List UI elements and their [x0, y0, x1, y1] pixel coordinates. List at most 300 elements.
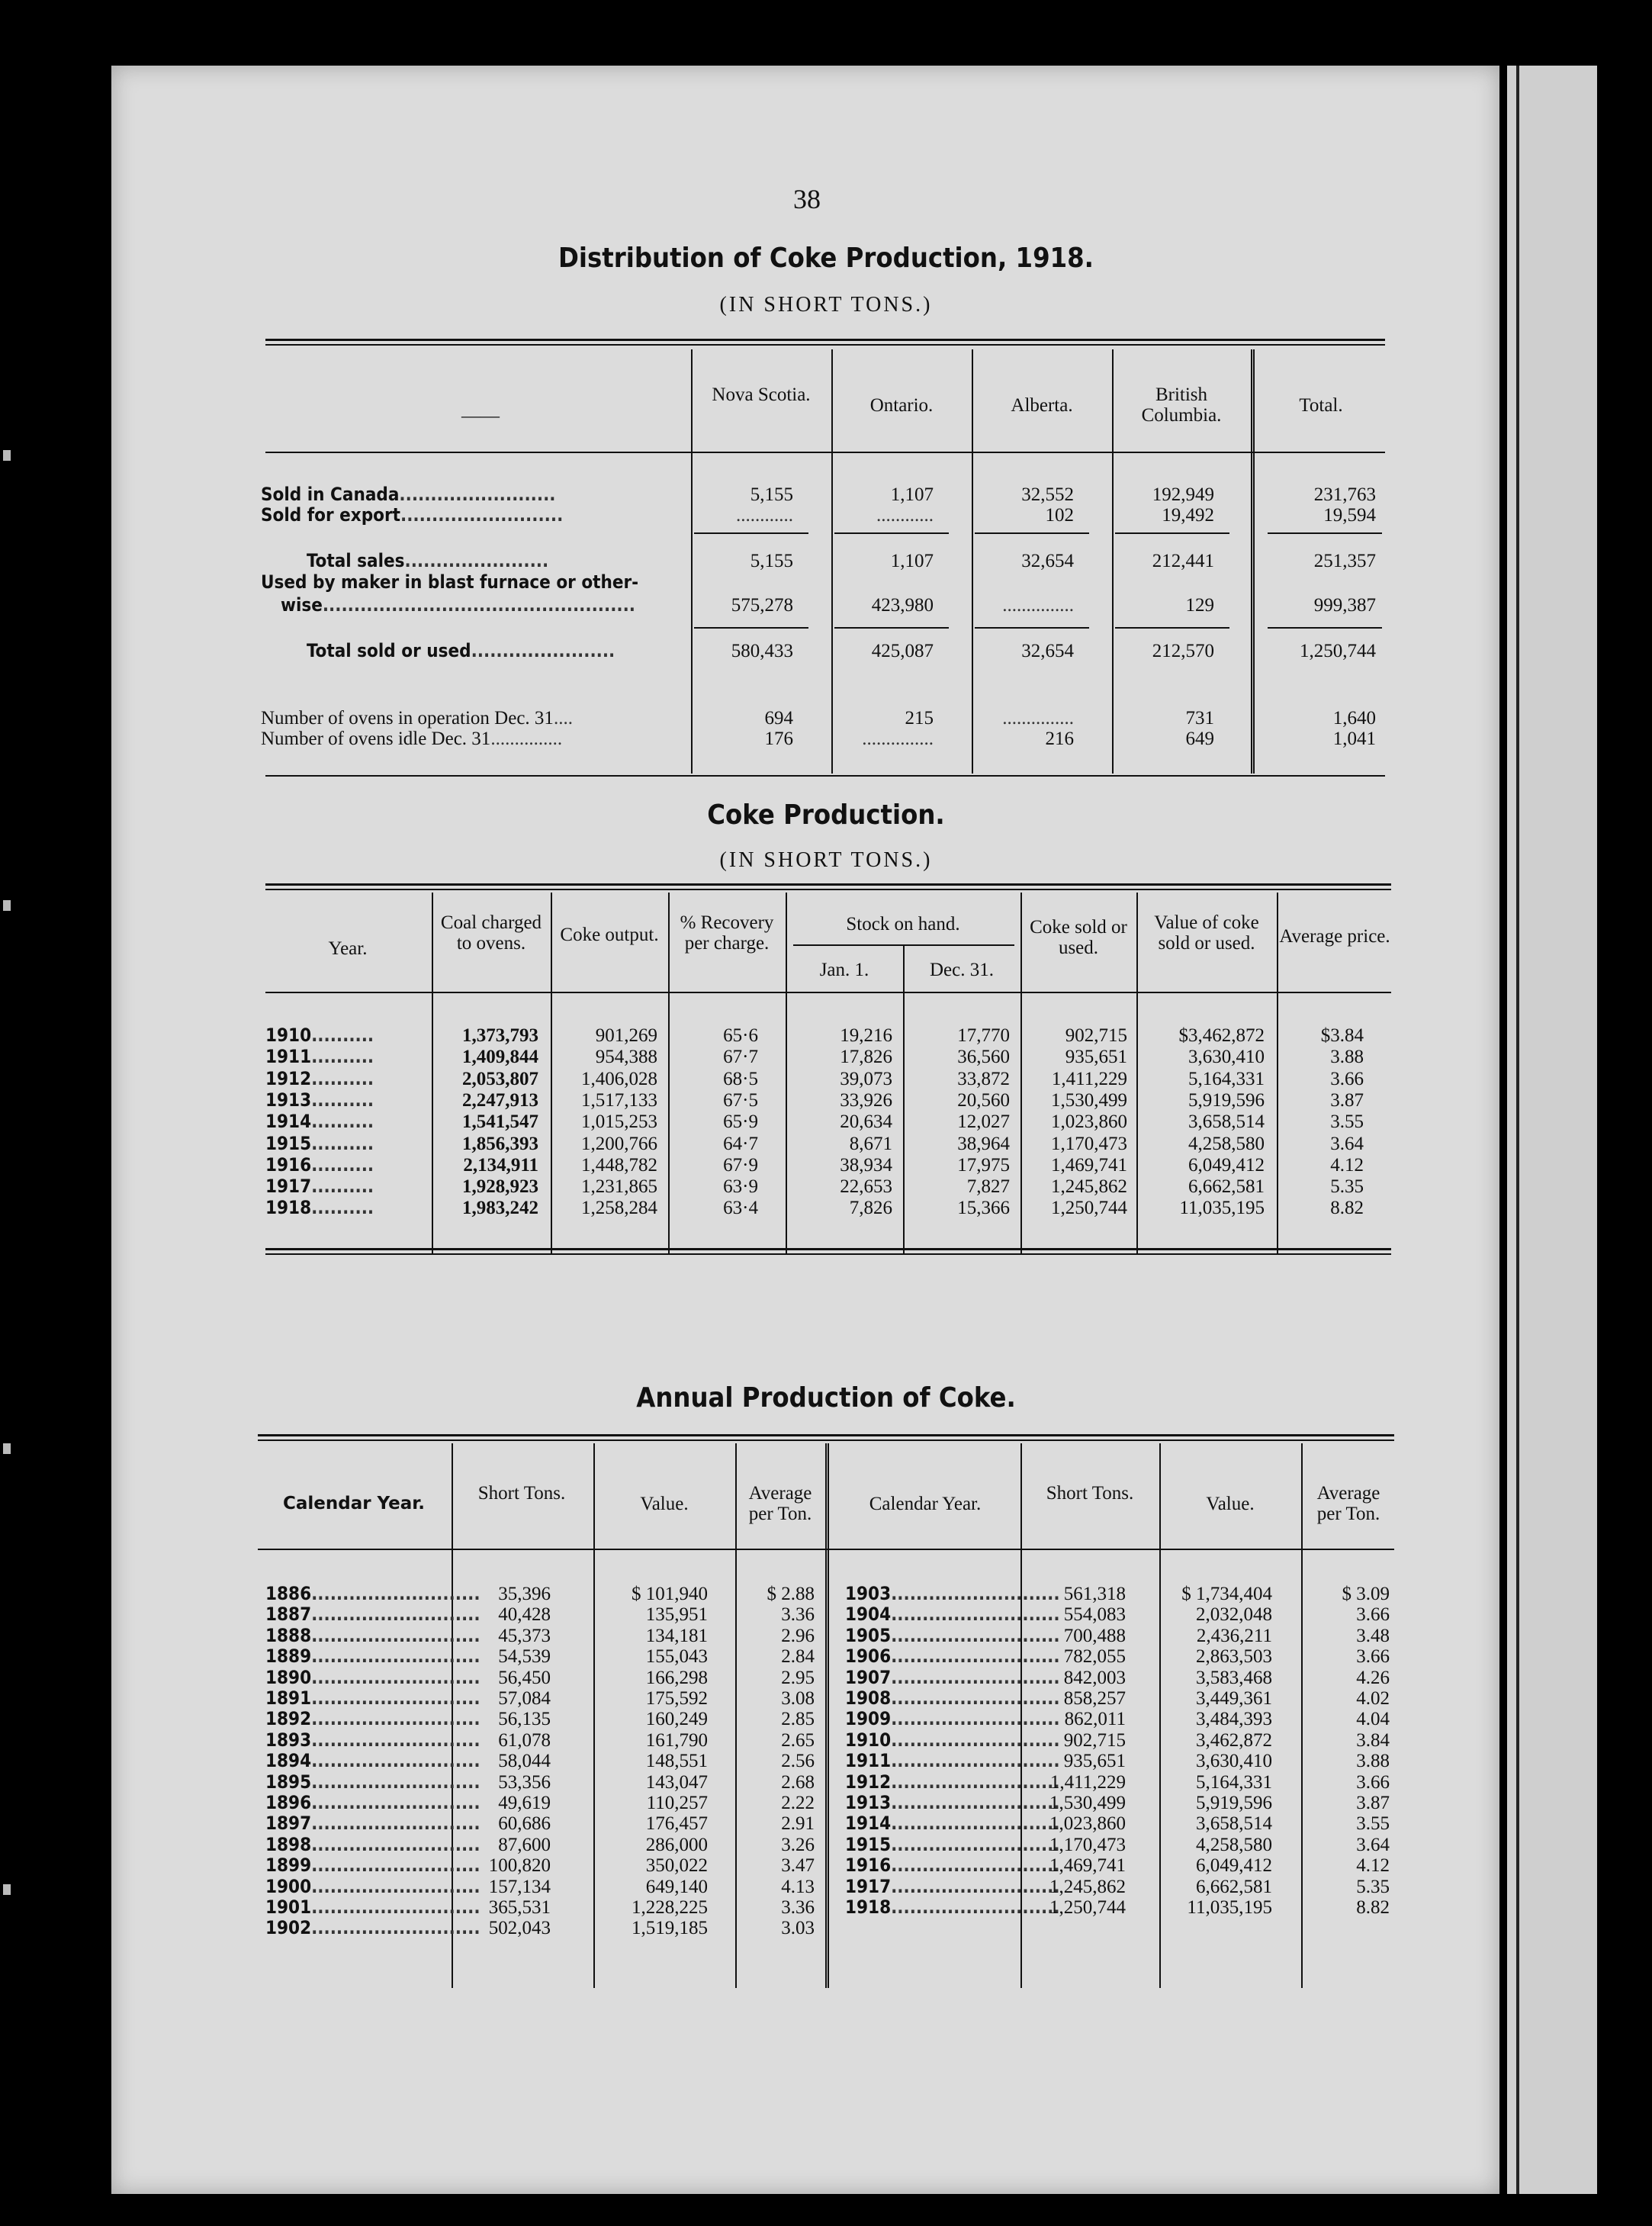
- cell: 1,250,744: [1300, 641, 1376, 661]
- table-row: 1912........................... 1,411,229 5,164,331 3.66: [845, 1771, 1390, 1793]
- cell: 5,155: [750, 551, 793, 571]
- row-year: 1897: [265, 1813, 312, 1835]
- cell: 192,949: [1152, 484, 1214, 505]
- cell-value: 3,449,361: [1196, 1688, 1272, 1709]
- cell-tons: 60,686: [498, 1813, 551, 1835]
- cell-coke: 1,015,253: [581, 1111, 657, 1133]
- table-row: 1910.......... 1,373,793 901,269 65·6 19,216 17,770 902,715 $3,462,872 $3.84: [265, 1025, 1364, 1046]
- cell-jan: 7,826: [849, 1198, 892, 1219]
- cell-avg: 3.36: [781, 1604, 815, 1626]
- table-row: 1899........................... 100,820 350,022 3.47: [265, 1854, 815, 1877]
- cell-avg: $ 2.88: [767, 1584, 815, 1604]
- cell: 32,552: [1021, 484, 1074, 505]
- cell-avg: 3.66: [1356, 1604, 1390, 1626]
- cell-value: 4,258,580: [1188, 1133, 1265, 1154]
- cell-avg: 3.08: [781, 1688, 815, 1709]
- cell-avg: 3.47: [781, 1855, 815, 1877]
- table-row: 1911........................... 935,651 3,630,410 3.88: [845, 1750, 1390, 1772]
- cell-value: $ 1,734,404: [1181, 1584, 1272, 1604]
- cell-dec: 38,964: [957, 1133, 1010, 1154]
- cell-value: 135,951: [645, 1604, 708, 1626]
- table-row: 1917........................... 1,245,862 6,662,581 5.35: [845, 1875, 1390, 1897]
- table-row: 1893........................... 61,078 161,790 2.65: [265, 1729, 815, 1751]
- row-year: 1900: [265, 1875, 312, 1897]
- cell-coke: 1,231,865: [581, 1176, 657, 1198]
- cell-recovery: 65·6: [723, 1025, 758, 1046]
- row-year: 1907: [845, 1666, 892, 1688]
- table-row: Number of ovens in operation Dec. 31.... 694 215 ............... 731 1,640: [261, 708, 1376, 729]
- header-average-left: Average per Ton.: [748, 1483, 812, 1524]
- row-year: 1892: [265, 1708, 312, 1730]
- header-coke-output: Coke output.: [560, 925, 659, 945]
- cell-value: 4,258,580: [1196, 1834, 1272, 1855]
- row-label: wise: [281, 594, 323, 616]
- cell-sold: 935,651: [1065, 1047, 1127, 1068]
- table-row: 1914.......... 1,541,547 1,015,253 65·9 20,634 12,027 1,023,860 3,658,514 3.55: [265, 1111, 1364, 1133]
- cell-avg: 4.04: [1356, 1709, 1390, 1730]
- annual-title: Annual Production of Coke.: [636, 1382, 1016, 1414]
- table-row: 1908........................... 858,257 3,449,361 4.02: [845, 1687, 1390, 1709]
- table-row: 1888........................... 45,373 134,181 2.96: [265, 1624, 815, 1646]
- cell-tons: 1,469,741: [1049, 1855, 1126, 1877]
- row-year: 1889: [265, 1645, 312, 1668]
- header-recovery: % Recovery per charge.: [680, 912, 774, 954]
- row-year: 1886: [265, 1583, 312, 1604]
- header-coke-sold: Coke sold or used.: [1030, 917, 1127, 958]
- row-year: 1913: [265, 1089, 312, 1111]
- cell-avg: 4.12: [1356, 1855, 1390, 1877]
- header-short-tons-left: Short Tons.: [477, 1483, 566, 1504]
- cell-value: 3,630,410: [1196, 1751, 1272, 1772]
- row-year: 1917: [265, 1176, 312, 1198]
- table-row: 1918.......... 1,983,242 1,258,284 63·4 7,826 15,366 1,250,744 11,035,195 8.82: [265, 1197, 1364, 1219]
- cell-value: 3,658,514: [1196, 1813, 1272, 1835]
- cell-tons: 935,651: [1063, 1751, 1126, 1772]
- row-year: 1898: [265, 1833, 312, 1855]
- cell-value: 2,436,211: [1196, 1625, 1272, 1646]
- cell-avg: 5.35: [1356, 1876, 1390, 1897]
- cell-coke: 1,517,133: [581, 1089, 657, 1111]
- cell-tons: 561,318: [1063, 1584, 1126, 1604]
- cell-avg: 2.84: [781, 1646, 815, 1668]
- cell-value: 649,140: [645, 1876, 708, 1897]
- cell-tons: 54,539: [498, 1646, 551, 1668]
- cell-tons: 45,373: [498, 1625, 551, 1646]
- row-year: 1901: [265, 1896, 312, 1918]
- header-year: Year.: [328, 938, 368, 959]
- cell-value: 2,863,503: [1196, 1646, 1272, 1668]
- row-label: Used by maker in blast furnace or other-: [261, 571, 639, 593]
- cell-value: 3,583,468: [1196, 1667, 1272, 1688]
- row-year: 1917: [845, 1875, 892, 1897]
- header-coal-charged: Coal charged to ovens.: [440, 912, 542, 954]
- table-row: 1891........................... 57,084 175,592 3.08: [265, 1687, 815, 1709]
- table-row: 1901........................... 365,531 1,228,225 3.36: [265, 1896, 815, 1918]
- distribution-units: (IN SHORT TONS.): [719, 293, 933, 317]
- cell: 423,980: [871, 595, 934, 616]
- cell-coal: 1,856,393: [462, 1133, 538, 1154]
- table-row: 1897........................... 60,686 176,457 2.91: [265, 1813, 815, 1835]
- cell-dec: 12,027: [957, 1111, 1010, 1133]
- cell-avg: 3.87: [1356, 1793, 1390, 1813]
- cell-value: 6,049,412: [1188, 1154, 1265, 1176]
- row-year: 1902: [265, 1917, 312, 1939]
- cell-tons: 157,134: [488, 1876, 551, 1897]
- cell-coke: 1,200,766: [581, 1133, 657, 1154]
- cell-sold: 902,715: [1065, 1025, 1127, 1046]
- cell-tons: 49,619: [498, 1793, 551, 1813]
- cell: 212,441: [1152, 551, 1214, 571]
- row-year: 1891: [265, 1687, 312, 1709]
- cell-avg: 2.22: [781, 1793, 815, 1813]
- row-year: 1916: [265, 1153, 312, 1176]
- cell-tons: 842,003: [1063, 1667, 1126, 1688]
- table-row: 1890........................... 56,450 166,298 2.95: [265, 1666, 815, 1688]
- header-ontario: Ontario.: [869, 395, 934, 416]
- table-row: 1915........................... 1,170,473 4,258,580 3.64: [845, 1833, 1390, 1855]
- cell-avg: 3.36: [781, 1897, 815, 1918]
- cell-tons: 1,411,229: [1049, 1771, 1126, 1793]
- table-row: 1910........................... 902,715 3,462,872 3.84: [845, 1729, 1390, 1751]
- cell-coke: 954,388: [595, 1047, 657, 1068]
- row-year: 1911: [265, 1046, 312, 1068]
- header-dec-31: Dec. 31.: [930, 960, 994, 980]
- cell-value: 5,919,596: [1188, 1089, 1265, 1111]
- cell-avg: 2.68: [781, 1771, 815, 1793]
- cell: 575,278: [731, 595, 793, 616]
- table-row: 1904........................... 554,083 2,032,048 3.66: [845, 1604, 1390, 1626]
- table-row: Total sales....................... 5,155 1,107 32,654 212,441 251,357: [307, 550, 1376, 571]
- row-year: 1903: [845, 1583, 892, 1604]
- table-row: [261, 572, 1385, 593]
- distribution-title: Distribution of Coke Production, 1918.: [558, 243, 1094, 274]
- cell-price: 3.88: [1330, 1047, 1364, 1068]
- cell-jan: 38,934: [840, 1154, 892, 1176]
- cell-value: 176,457: [645, 1813, 708, 1835]
- cell-dec: 36,560: [957, 1047, 1010, 1068]
- row-year: 1895: [265, 1771, 312, 1793]
- cell: 216: [1045, 729, 1074, 749]
- cell-recovery: 64·7: [723, 1133, 758, 1154]
- row-year: 1910: [265, 1025, 312, 1046]
- cell-tons: 53,356: [498, 1771, 551, 1793]
- cell-jan: 8,671: [849, 1133, 892, 1154]
- cell-price: 3.64: [1330, 1133, 1364, 1154]
- row-year: 1909: [845, 1708, 892, 1730]
- header-value-right: Value.: [1206, 1494, 1255, 1514]
- cell-avg: 4.02: [1356, 1688, 1390, 1709]
- cell-avg: 2.96: [781, 1625, 815, 1646]
- row-label: Total sales: [307, 550, 405, 571]
- page-number: 38: [793, 184, 821, 214]
- row-label: Sold in Canada: [261, 484, 400, 505]
- row-year: 1912: [845, 1771, 892, 1793]
- cell-price: 5.35: [1330, 1176, 1364, 1198]
- row-year: 1905: [845, 1624, 892, 1646]
- row-year: 1894: [265, 1750, 312, 1772]
- cell-tons: 782,055: [1063, 1646, 1126, 1668]
- table-row: 1913.......... 2,247,913 1,517,133 67·5 33,926 20,560 1,530,499 5,919,596 3.87: [265, 1089, 1364, 1111]
- row-label: Sold for export: [261, 504, 400, 526]
- table-row: 1889........................... 54,539 155,043 2.84: [265, 1645, 815, 1668]
- cell-tons: 87,600: [498, 1834, 551, 1855]
- cell-avg: 2.65: [781, 1729, 815, 1751]
- header-calendar-year-right: Calendar Year.: [869, 1494, 982, 1514]
- cell-tons: 56,450: [498, 1667, 551, 1688]
- cell-tons: 1,170,473: [1049, 1834, 1126, 1855]
- table-row: 1916.......... 2,134,911 1,448,782 67·9 38,934 17,975 1,469,741 6,049,412 4.12: [265, 1153, 1364, 1176]
- cell: 32,654: [1021, 551, 1074, 571]
- table-row: 1898........................... 87,600 286,000 3.26: [265, 1833, 815, 1855]
- cell-avg: 2.85: [781, 1709, 815, 1730]
- cell-avg: 4.26: [1356, 1667, 1390, 1688]
- cell-jan: 20,634: [840, 1111, 892, 1133]
- cell-price: $3.84: [1320, 1025, 1364, 1046]
- row-year: 1914: [845, 1813, 892, 1835]
- cell-avg: 2.95: [781, 1667, 815, 1688]
- header-nova-scotia: Nova Scotia.: [712, 384, 811, 405]
- cell: 694: [764, 708, 793, 729]
- table-row: 1914........................... 1,023,860 3,658,514 3.55: [845, 1813, 1390, 1835]
- cell-avg: 3.03: [781, 1918, 815, 1939]
- cell-coke: 1,406,028: [581, 1068, 657, 1089]
- cell-value: 5,919,596: [1196, 1793, 1272, 1813]
- header-average-right: Average per Ton.: [1316, 1483, 1380, 1524]
- cell-sold: 1,250,744: [1051, 1198, 1127, 1219]
- cell: 580,433: [731, 641, 793, 661]
- cell: 32,654: [1021, 641, 1074, 661]
- cell-coal: 1,409,844: [462, 1047, 538, 1068]
- cell-avg: 3.66: [1356, 1771, 1390, 1793]
- row-year: 1914: [265, 1111, 312, 1133]
- row-year: 1916: [845, 1854, 892, 1877]
- cell-dec: 17,770: [957, 1025, 1010, 1046]
- cell-value: 2,032,048: [1196, 1604, 1272, 1626]
- cell-jan: 39,073: [840, 1068, 892, 1089]
- table-row: 1915.......... 1,856,393 1,200,766 64·7 8,671 38,964 1,170,473 4,258,580 3.64: [265, 1132, 1364, 1154]
- cell-price: 3.55: [1330, 1111, 1364, 1133]
- cell-tons: 1,530,499: [1049, 1793, 1126, 1813]
- cell-value: 3,462,872: [1196, 1729, 1272, 1751]
- cell-recovery: 67·7: [723, 1047, 758, 1068]
- cell-tons: 40,428: [498, 1604, 551, 1626]
- cell-value: 3,658,514: [1188, 1111, 1265, 1133]
- cell-sold: 1,245,862: [1051, 1176, 1127, 1198]
- row-year: 1912: [265, 1067, 312, 1089]
- cell-value: 155,043: [645, 1646, 708, 1668]
- cell-tons: 1,023,860: [1049, 1813, 1126, 1835]
- cell: 251,357: [1313, 551, 1376, 571]
- cell-coal: 2,247,913: [462, 1089, 538, 1111]
- table-row: 1900........................... 157,134 649,140 4.13: [265, 1875, 815, 1897]
- cell-value: 148,551: [645, 1751, 708, 1772]
- row-year: 1896: [265, 1792, 312, 1813]
- cell-recovery: 67·9: [723, 1154, 758, 1176]
- table-row: 1907........................... 842,003 3,583,468 4.26: [845, 1666, 1390, 1688]
- header-short-tons-right: Short Tons.: [1046, 1483, 1134, 1504]
- cell-dec: 17,975: [957, 1154, 1010, 1176]
- cell-value: 6,662,581: [1188, 1176, 1265, 1198]
- cell-value: 160,249: [645, 1709, 708, 1730]
- cell-sold: 1,469,741: [1051, 1154, 1127, 1176]
- cell-value: 3,630,410: [1188, 1047, 1265, 1068]
- cell-coke: 901,269: [595, 1025, 657, 1046]
- cell-sold: 1,023,860: [1051, 1111, 1127, 1133]
- table-row: 1912.......... 2,053,807 1,406,028 68·5 39,073 33,872 1,411,229 5,164,331 3.66: [265, 1067, 1364, 1089]
- cell: 1,640: [1332, 708, 1376, 729]
- cell-dec: 15,366: [957, 1198, 1010, 1219]
- cell-value: 143,047: [645, 1771, 708, 1793]
- cell-sold: 1,170,473: [1051, 1133, 1127, 1154]
- cell-value: 110,257: [646, 1793, 708, 1813]
- row-year: 1910: [845, 1729, 892, 1751]
- cell-tons: 502,043: [488, 1918, 551, 1939]
- cell-coal: 1,928,923: [462, 1176, 538, 1198]
- cell-value: 1,228,225: [632, 1897, 708, 1918]
- cell-price: 4.12: [1330, 1154, 1364, 1176]
- cell: 1,041: [1332, 729, 1376, 749]
- cell-recovery: 63·9: [723, 1176, 758, 1198]
- cell-avg: 3.64: [1356, 1834, 1390, 1855]
- cell-avg: $ 3.09: [1342, 1584, 1390, 1604]
- table-row: wise.................................................. 575,278 423,980 ............... 129 999,387: [281, 594, 1376, 616]
- cell-avg: 3.66: [1356, 1646, 1390, 1668]
- table-row: 1909........................... 862,011 3,484,393 4.04: [845, 1708, 1390, 1730]
- cell-dec: 33,872: [957, 1068, 1010, 1089]
- cell-value: 134,181: [645, 1625, 708, 1646]
- row-year: 1918: [845, 1896, 892, 1918]
- cell-value: 11,035,195: [1179, 1198, 1265, 1219]
- table-row: Sold in Canada......................... 5,155 1,107 32,552 192,949 231,763: [261, 484, 1376, 505]
- cell: 1,107: [890, 484, 934, 505]
- cell-tons: 365,531: [488, 1897, 551, 1918]
- cell-recovery: 68·5: [723, 1068, 758, 1089]
- cell-avg: 8.82: [1356, 1897, 1390, 1918]
- header-value-left: Value.: [640, 1494, 689, 1514]
- cell: 649: [1185, 729, 1214, 749]
- distribution-header-blank: ——: [461, 406, 500, 426]
- cell-recovery: 63·4: [723, 1198, 758, 1219]
- cell-sold: 1,411,229: [1051, 1068, 1127, 1089]
- cell-price: 3.66: [1330, 1068, 1364, 1089]
- row-label: Total sold or used: [307, 640, 471, 661]
- cell-coal: 2,134,911: [463, 1154, 538, 1176]
- header-alberta: Alberta.: [1011, 395, 1073, 416]
- cell: 231,763: [1313, 484, 1376, 505]
- cell-value: 166,298: [645, 1667, 708, 1688]
- cell-value: $3,462,872: [1178, 1025, 1265, 1046]
- cell-avg: 3.55: [1356, 1813, 1390, 1835]
- row-year: 1918: [265, 1197, 312, 1219]
- cell-avg: 3.26: [781, 1834, 815, 1855]
- cell-tons: 61,078: [498, 1729, 551, 1751]
- row-year: 1915: [265, 1132, 312, 1154]
- cell-avg: 3.48: [1356, 1625, 1390, 1646]
- cell-value: 6,049,412: [1196, 1855, 1272, 1877]
- cell-value: 6,662,581: [1196, 1876, 1272, 1897]
- cell: 1,107: [890, 551, 934, 571]
- cell-price: 8.82: [1330, 1198, 1364, 1219]
- cell: 425,087: [871, 641, 934, 661]
- table-row: 1903........................... 561,318 $ 1,734,404 $ 3.09: [845, 1583, 1390, 1604]
- cell: 999,387: [1313, 595, 1376, 616]
- header-jan-1: Jan. 1.: [819, 960, 869, 980]
- cell: 102: [1045, 505, 1074, 526]
- cell-recovery: 67·5: [723, 1089, 758, 1111]
- cell-jan: 19,216: [840, 1025, 892, 1046]
- row-year: 1911: [845, 1750, 892, 1772]
- header-calendar-year-left: Calendar Year.: [282, 1494, 426, 1513]
- row-year: 1893: [265, 1729, 312, 1751]
- row-year: 1904: [845, 1604, 892, 1626]
- table-row: 1916........................... 1,469,741 6,049,412 4.12: [845, 1854, 1390, 1877]
- cell-jan: 17,826: [840, 1047, 892, 1068]
- table-row: 1896........................... 49,619 110,257 2.22: [265, 1792, 815, 1813]
- cell: 129: [1185, 595, 1214, 616]
- cell-coke: 1,448,782: [581, 1154, 657, 1176]
- table-row: 1906........................... 782,055 2,863,503 3.66: [845, 1645, 1390, 1668]
- table-row: 1892........................... 56,135 160,249 2.85: [265, 1708, 815, 1730]
- header-total: Total.: [1299, 395, 1343, 416]
- cell-recovery: 65·9: [723, 1111, 758, 1133]
- table-row: 1894........................... 58,044 148,551 2.56: [265, 1750, 815, 1772]
- cell-tons: 862,011: [1064, 1709, 1126, 1730]
- cell-price: 3.87: [1330, 1089, 1364, 1111]
- production-title: Coke Production.: [707, 799, 945, 831]
- cell-dec: 20,560: [957, 1089, 1010, 1111]
- cell-avg: 3.88: [1356, 1751, 1390, 1772]
- cell-avg: 3.84: [1356, 1729, 1390, 1751]
- row-year: 1888: [265, 1624, 312, 1646]
- cell-coal: 1,983,242: [462, 1198, 538, 1219]
- cell-coal: 1,373,793: [462, 1025, 538, 1046]
- cell: 176: [764, 729, 793, 749]
- cell: 5,155: [750, 484, 793, 505]
- table-row: Total sold or used....................... 580,433 425,087 32,654 212,570 1,250,744: [307, 640, 1376, 661]
- row-year: 1890: [265, 1666, 312, 1688]
- cell-sold: 1,530,499: [1051, 1089, 1127, 1111]
- cell: 19,492: [1162, 505, 1214, 526]
- cell-value: 175,592: [645, 1688, 708, 1709]
- table-row: 1895........................... 53,356 143,047 2.68: [265, 1771, 815, 1793]
- cell-tons: 57,084: [498, 1688, 551, 1709]
- cell-dec: 7,827: [966, 1176, 1010, 1198]
- table-row: Number of ovens idle Dec. 31............... 176 ............... 216 649 1,041: [261, 729, 1376, 749]
- cell-jan: 22,653: [840, 1176, 892, 1198]
- cell-value: 5,164,331: [1188, 1068, 1265, 1089]
- cell-tons: 902,715: [1063, 1729, 1126, 1751]
- cell-coal: 1,541,547: [462, 1111, 538, 1133]
- table-row: 1917.......... 1,928,923 1,231,865 63·9 22,653 7,827 1,245,862 6,662,581 5.35: [265, 1176, 1364, 1198]
- cell-tons: 554,083: [1063, 1604, 1126, 1626]
- row-year: 1908: [845, 1687, 892, 1709]
- cell-value: 161,790: [645, 1729, 708, 1751]
- table-row: 1911.......... 1,409,844 954,388 67·7 17,826 36,560 935,651 3,630,410 3.88: [265, 1046, 1364, 1068]
- table-row: 1905........................... 700,488 2,436,211 3.48: [845, 1624, 1390, 1646]
- cell-value: $ 101,940: [632, 1584, 708, 1604]
- cell: 212,570: [1152, 641, 1214, 661]
- row-year: 1906: [845, 1645, 892, 1668]
- table-row: 1887........................... 40,428 135,951 3.36: [265, 1604, 815, 1626]
- cell-coal: 2,053,807: [462, 1068, 538, 1089]
- production-units: (IN SHORT TONS.): [719, 848, 933, 872]
- cell-avg: 2.91: [781, 1813, 815, 1835]
- cell-value: 350,022: [645, 1855, 708, 1877]
- cell-jan: 33,926: [840, 1089, 892, 1111]
- cell-tons: 1,250,744: [1049, 1897, 1126, 1918]
- table-row: 1913........................... 1,530,499 5,919,596 3.87: [845, 1792, 1390, 1813]
- cell-value: 11,035,195: [1187, 1897, 1272, 1918]
